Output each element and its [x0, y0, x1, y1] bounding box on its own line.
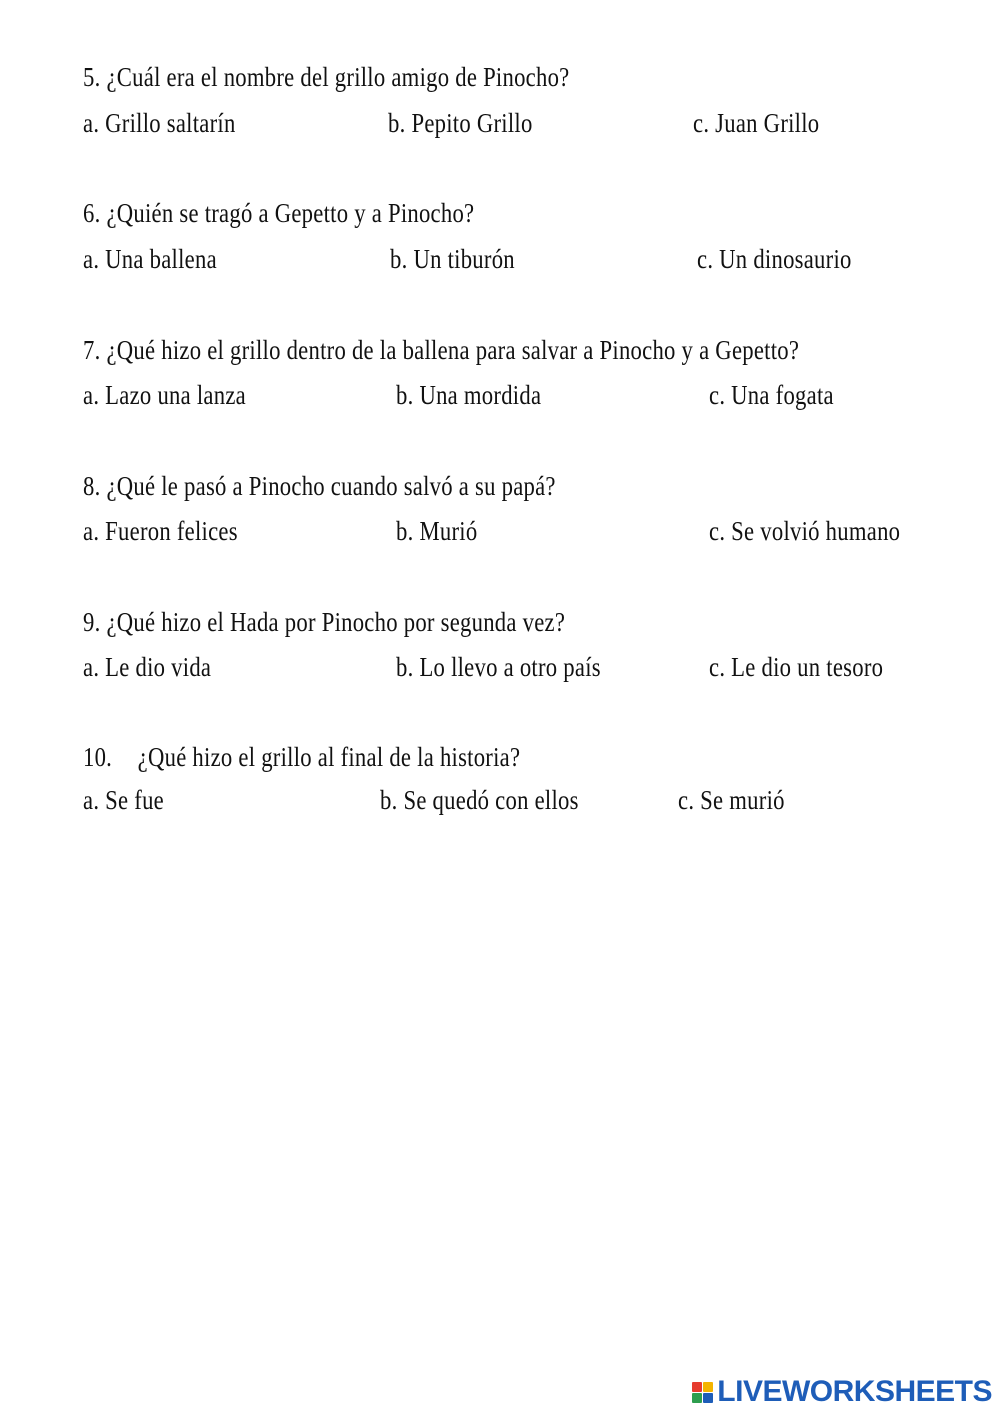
option-text: Juan Grillo — [715, 108, 820, 138]
option-letter: a. — [83, 108, 100, 138]
option-text: Lazo una lanza — [105, 380, 246, 410]
logo-square-blue — [703, 1393, 713, 1403]
question-text: ¿Qué hizo el grillo al final de la historia? — [137, 742, 521, 772]
option-letter: b. — [396, 380, 414, 410]
question-6 — [83, 196, 474, 230]
option-8c[interactable] — [709, 514, 900, 548]
logo-square-yellow — [703, 1382, 713, 1392]
option-8b[interactable] — [396, 514, 477, 548]
option-5c[interactable] — [693, 106, 819, 140]
question-text: ¿Quién se tragó a Gepetto y a Pinocho? — [106, 198, 475, 228]
option-9b[interactable] — [396, 650, 601, 684]
option-text: Se fue — [105, 785, 165, 815]
question-7 — [83, 333, 799, 367]
option-letter: c. — [709, 380, 726, 410]
option-text: Una fogata — [731, 380, 834, 410]
option-letter: b. — [390, 244, 408, 274]
option-9c[interactable] — [709, 650, 883, 684]
question-text: ¿Qué le pasó a Pinocho cuando salvó a su papá? — [106, 471, 556, 501]
question-9 — [83, 605, 565, 639]
option-5a[interactable] — [83, 106, 236, 140]
option-text: Fueron felices — [105, 516, 238, 546]
question-text: ¿Qué hizo el grillo dentro de la ballena para salvar a Pinocho y a Gepetto? — [106, 335, 800, 365]
option-10c[interactable] — [678, 783, 785, 817]
logo-mark-icon — [692, 1382, 713, 1403]
option-letter: b. — [396, 652, 414, 682]
option-6b[interactable] — [390, 242, 515, 276]
option-7a[interactable] — [83, 378, 246, 412]
question-number: 8. — [83, 471, 101, 501]
option-letter: b. — [388, 108, 406, 138]
question-number: 6. — [83, 198, 101, 228]
option-text: Un tiburón — [413, 244, 515, 274]
option-text: Lo llevo a otro país — [419, 652, 601, 682]
option-7b[interactable] — [396, 378, 541, 412]
option-text: Se volvió humano — [731, 516, 901, 546]
logo-square-red — [692, 1382, 702, 1392]
logo-text: LIVEWORKSHEETS — [717, 1375, 992, 1408]
option-letter: a. — [83, 244, 100, 274]
option-letter: b. — [380, 785, 398, 815]
question-5 — [83, 60, 570, 94]
option-5b[interactable] — [388, 106, 533, 140]
option-8a[interactable] — [83, 514, 238, 548]
option-text: Le dio un tesoro — [731, 652, 884, 682]
option-letter: c. — [678, 785, 695, 815]
option-text: Murió — [419, 516, 478, 546]
question-number: 5. — [83, 62, 101, 92]
question-number: 7. — [83, 335, 101, 365]
option-letter: c. — [709, 516, 726, 546]
option-10a[interactable] — [83, 783, 164, 817]
question-10 — [83, 740, 520, 774]
option-letter: a. — [83, 785, 100, 815]
option-text: Se quedó con ellos — [403, 785, 579, 815]
option-letter: c. — [693, 108, 710, 138]
option-6c[interactable] — [697, 242, 852, 276]
liveworksheets-logo[interactable] — [692, 1377, 992, 1407]
option-letter: c. — [709, 652, 726, 682]
option-letter: a. — [83, 380, 100, 410]
option-letter: c. — [697, 244, 714, 274]
option-10b[interactable] — [380, 783, 579, 817]
option-text: Se murió — [700, 785, 785, 815]
logo-square-green — [692, 1393, 702, 1403]
option-6a[interactable] — [83, 242, 217, 276]
option-text: Un dinosaurio — [719, 244, 852, 274]
question-text: ¿Cuál era el nombre del grillo amigo de Pinocho? — [106, 62, 570, 92]
question-8 — [83, 469, 556, 503]
option-text: Le dio vida — [105, 652, 212, 682]
option-text: Pepito Grillo — [411, 108, 533, 138]
option-text: Grillo saltarín — [105, 108, 236, 138]
question-text: ¿Qué hizo el Hada por Pinocho por segunda vez? — [106, 607, 566, 637]
question-number: 9. — [83, 607, 101, 637]
option-letter: a. — [83, 652, 100, 682]
option-text: Una mordida — [419, 380, 542, 410]
option-9a[interactable] — [83, 650, 211, 684]
question-number: 10. — [83, 742, 113, 772]
option-7c[interactable] — [709, 378, 834, 412]
option-letter: a. — [83, 516, 100, 546]
option-text: Una ballena — [105, 244, 217, 274]
option-letter: b. — [396, 516, 414, 546]
